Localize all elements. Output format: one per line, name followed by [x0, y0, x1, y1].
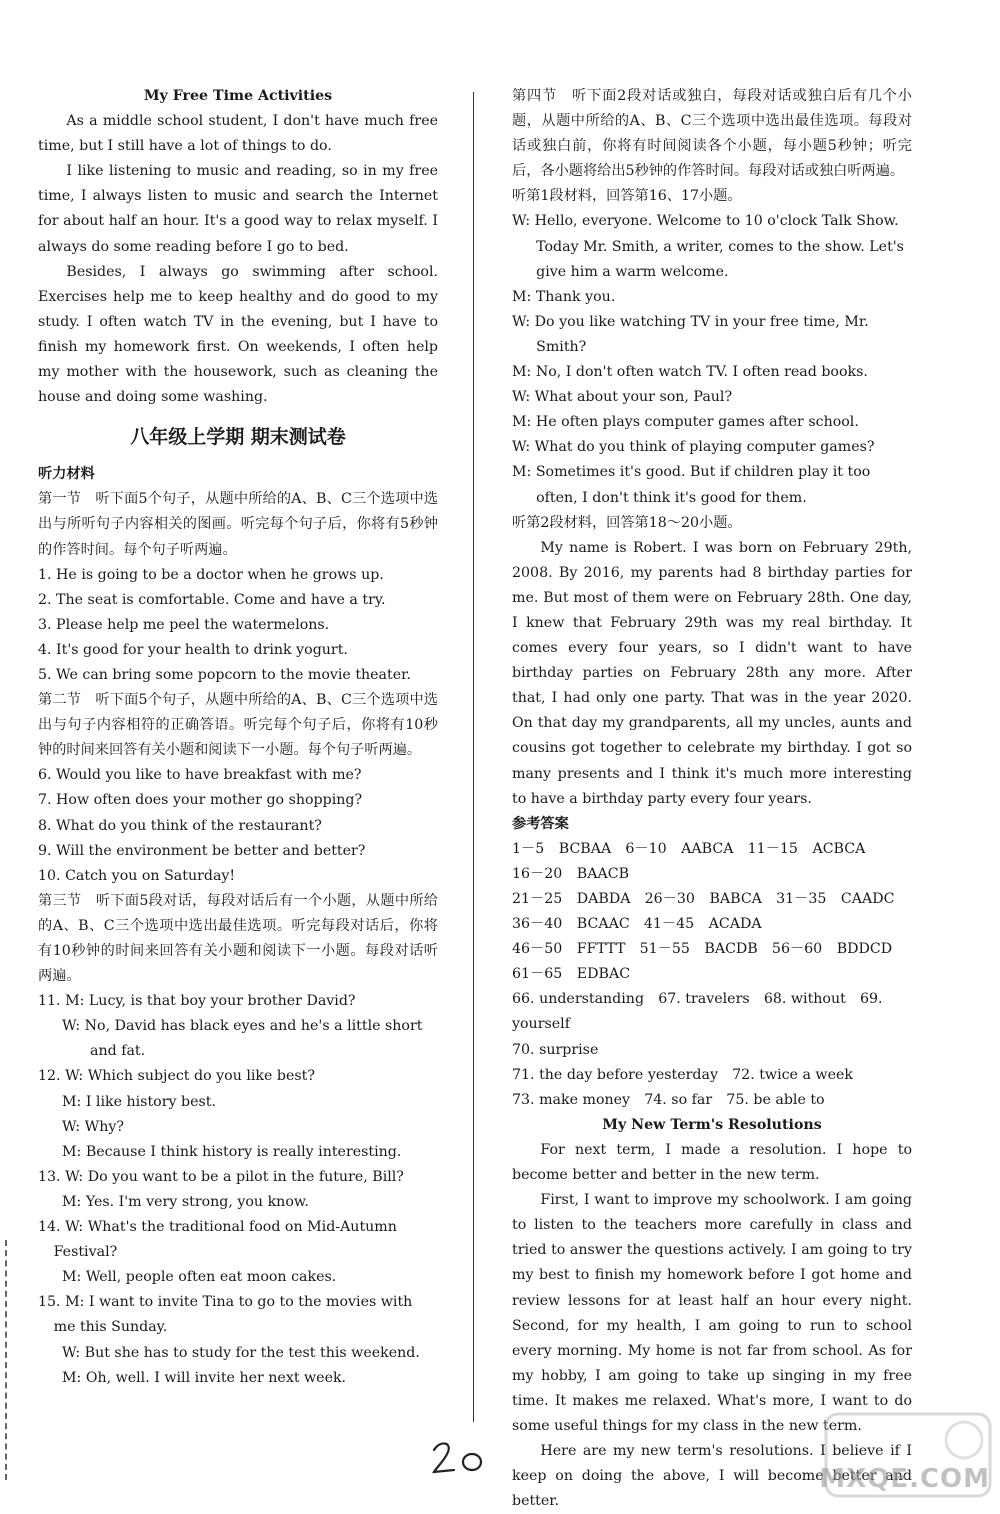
listening-heading: 听力材料: [38, 466, 95, 483]
exam-title: 八年级上学期 期末测试卷: [130, 426, 346, 449]
answer-line: 66. understanding 67. travelers 68. without 69. yourself: [512, 991, 883, 1033]
section1-item: 3. Please help me peel the watermelons.: [38, 616, 330, 633]
material1-line: W: Do you like watching TV in your free time, Mr. Smith?: [512, 313, 869, 355]
dialogue-line: M: Well, people often eat moon cakes.: [62, 1269, 337, 1286]
material2-text: My name is Robert. I was born on February 29th, 2008. By 2016, my parents had 8 birthday parties for me. But most of them were on February 28th. One day, I knew that February 29th was my real birthday. It comes every four years, so I didn't want to have birthday parties on February 28th any more. After that, I had only one party. That was in the year 2020. On that day my grandparents, all my uncles, aunts and cousins got together to celebrate my birthday. I got so many presents and I think it's much more interesting to have a birthday party every four years.: [512, 539, 912, 807]
answer-line: 46－50 FFTTT 51－55 BACDB 56－60 BDDCD: [512, 941, 893, 958]
dialogue-line: M: I like history best.: [62, 1093, 216, 1110]
dialogue-line: 13. W: Do you want to be a pilot in the future, Bill?: [38, 1168, 404, 1185]
section1-item: 2. The seat is comfortable. Come and have a try.: [38, 591, 386, 608]
dialogue-line: 11. M: Lucy, is that boy your brother David?: [38, 993, 356, 1010]
page-number: [430, 1436, 490, 1485]
right-column: [512, 84, 912, 1514]
section2-item: 10. Catch you on Saturday!: [38, 867, 236, 884]
material1-line: M: Thank you.: [512, 288, 616, 305]
dialogue-line: W: No, David has black eyes and he's a little short and fat.: [62, 1018, 423, 1060]
essay2-paragraph: For next term, I made a resolution. I hope to become better and better in the new term.: [512, 1141, 912, 1184]
section1-item: 5. We can bring some popcorn to the movie theater.: [38, 666, 411, 683]
section3-intro: 第三节 听下面5段对话，每段对话后有一个小题，从题中所给的A、B、C三个选项中选出最佳选项。听完每段对话后，你将有10秒钟的时间来回答有关小题和阅读下一小题。每段对话听两遍。: [38, 892, 438, 985]
essay1-paragraph: Besides, I always go swimming after school. Exercises help me to keep healthy and do good to my study. I often watch TV in the evening, but I have to finish my homework first. On weekends, I often help my mother with the housework, such as cleaning the house and doing some washing.: [38, 263, 438, 406]
section2-item: 8. What do you think of the restaurant?: [38, 817, 322, 834]
essay2-title: My New Term's Resolutions: [602, 1116, 822, 1133]
cut-line: [5, 1240, 7, 1480]
essay1-paragraph: As a middle school student, I don't have much free time, but I still have a lot of things to do.: [38, 113, 438, 155]
essay1-title: My Free Time Activities: [143, 88, 333, 104]
essay2-paragraph: Here are my new term's resolutions. I believe if I keep on doing the above, I will become better and better.: [512, 1443, 912, 1510]
answer-line: 1－5 BCBAA 6－10 AABCA 11－15 ACBCA: [512, 840, 866, 857]
section1-intro: 第一节 听下面5个句子，从题中所给的A、B、C三个选项中选出与所听句子内容相关的图画。听完每个句子后，你将有5秒钟的作答时间。每个句子听两遍。: [38, 491, 438, 558]
section2-item: 7. How often does your mother go shopping?: [38, 792, 363, 809]
material1-line: W: Hello, everyone. Welcome to 10 o'clock Talk Show. Today Mr. Smith, a writer, comes to the show. Let's give him a warm welcome.: [512, 213, 904, 280]
dialogue-line: M: Oh, well. I will invite her next week.: [62, 1369, 347, 1386]
answer-line: 36－40 BCAAC 41－45 ACADA: [512, 916, 762, 933]
dialogue-line: 12. W: Which subject do you like best?: [38, 1068, 315, 1085]
left-column: [38, 84, 438, 1391]
section1-item: 4. It's good for your health to drink yogurt.: [38, 641, 348, 658]
material1-line: W: What about your son, Paul?: [512, 389, 733, 406]
column-divider: [473, 92, 474, 1422]
essay1-paragraph: I like listening to music and reading, so in my free time, I always listen to music and search the Internet for about half an hour. It's a good way to relax myself. I always do some reading before I go to bed.: [38, 163, 438, 255]
material2-label: 听第2段材料，回答第18～20小题。: [512, 514, 742, 531]
dialogue-line: M: Yes. I'm very strong, you know.: [62, 1193, 309, 1210]
dialogue-line: W: But she has to study for the test this weekend.: [62, 1344, 420, 1361]
material1-line: M: No, I don't often watch TV. I often read books.: [512, 364, 868, 381]
section4-intro: 第四节 听下面2段对话或独白，每段对话或独白后有几个小题，从题中所给的A、B、C三个选项中选出最佳选项。每段对话或独白前，你将有时间阅读各个小题，每小题5秒钟；听完后，各小题将给出5秒钟的作答时间。每段对话或独白听两遍。: [512, 88, 912, 180]
watermark-text: MXQE.COM: [819, 1464, 990, 1494]
answer-line: 16－20 BAACB: [512, 865, 630, 882]
dialogue-line: 15. M: I want to invite Tina to go to the movies with me this Sunday.: [38, 1294, 413, 1336]
material1-line: M: He often plays computer games after school.: [512, 414, 859, 431]
answer-line: 71. the day before yesterday 72. twice a week: [512, 1066, 853, 1083]
section2-item: 6. Would you like to have breakfast with me?: [38, 767, 362, 784]
answer-line: 73. make money 74. so far 75. be able to: [512, 1091, 825, 1108]
answers-heading: 参考答案: [512, 815, 569, 832]
dialogue-line: W: Why?: [62, 1118, 124, 1135]
dialogue-line: M: Because I think history is really interesting.: [62, 1143, 402, 1160]
material1-line: W: What do you think of playing computer games?: [512, 439, 875, 456]
material1-line: M: Sometimes it's good. But if children play it too often, I don't think it's good for them.: [512, 464, 871, 506]
answer-line: 70. surprise: [512, 1041, 599, 1058]
handwritten-page-number-icon: [430, 1436, 490, 1476]
answer-line: 21－25 DABDA 26－30 BABCA 31－35 CAADC: [512, 891, 895, 907]
section2-item: 9. Will the environment be better and better?: [38, 842, 366, 859]
section2-intro: 第二节 听下面5个句子，从题中所给的A、B、C三个选项中选出与句子内容相符的正确答语。听完每个句子后，你将有10秒钟的时间来回答有关小题和阅读下一小题。每个句子听两遍。: [38, 692, 438, 759]
section1-item: 1. He is going to be a doctor when he grows up.: [38, 566, 384, 583]
material1-label: 听第1段材料，回答第16、17小题。: [512, 188, 742, 205]
dialogue-line: 14. W: What's the traditional food on Mid-Autumn Festival?: [38, 1219, 397, 1261]
answer-line: 61－65 EDBAC: [512, 966, 631, 983]
essay2-paragraph: First, I want to improve my schoolwork. I am going to listen to the teachers more carefully in class and tried to answer the questions actively. I am going to try my best to finish my homework before I got home and review lessons for at least half an hour every night. Second, for my health, I am going to run to school every morning. My home is not far from school. As for my hobby, I am going to take up singing in my free time. It makes me relaxed. What's more, I want to do some useful things for my class in the new term.: [512, 1192, 912, 1434]
